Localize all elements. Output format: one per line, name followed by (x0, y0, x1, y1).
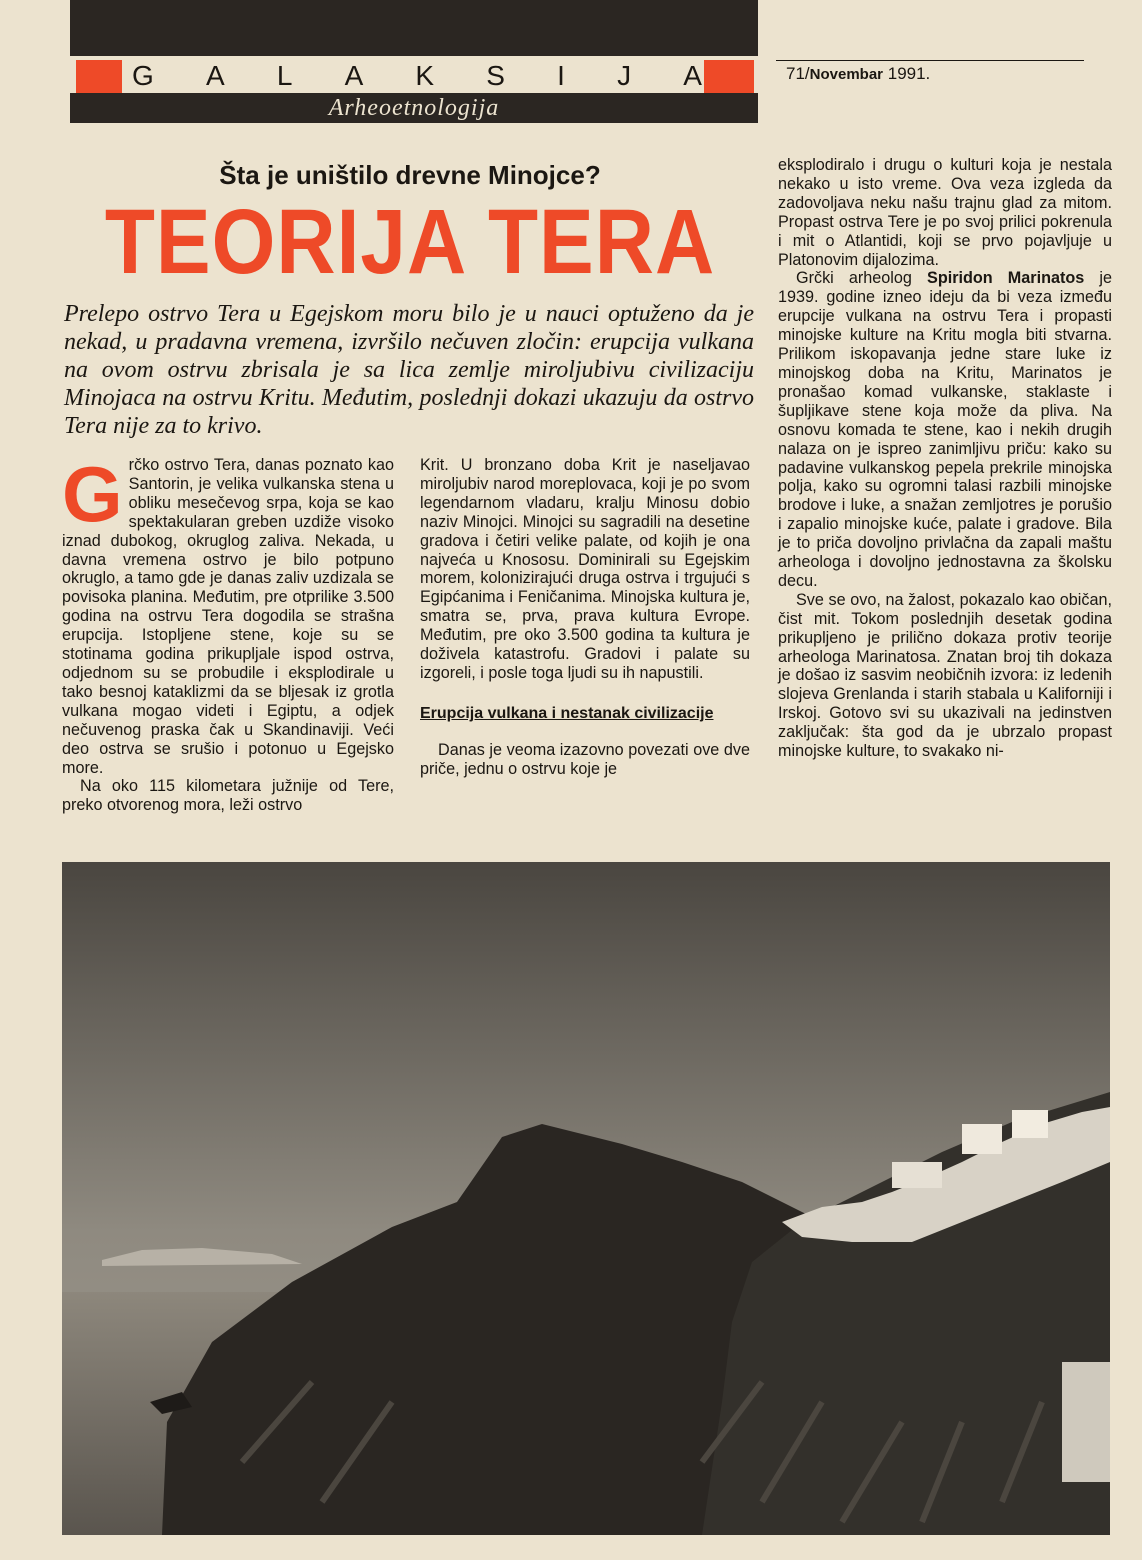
magazine-letter: G (132, 60, 154, 91)
paragraph: Na oko 115 kilometara južnije od Tere, preko otvorenog mora, leži ostrvo (62, 777, 394, 815)
drop-cap: G (62, 450, 123, 538)
paragraph-text: Grčki arheolog (796, 269, 928, 288)
article-headline: TEORIJA TERA (104, 191, 716, 294)
issue-info (786, 64, 930, 84)
column-3 (778, 156, 1112, 761)
photo-right-building (1062, 1362, 1110, 1482)
subheading: Erupcija vulkana i nestanak civilizacije (420, 704, 714, 722)
masthead-left-square (76, 60, 122, 94)
column-2 (420, 456, 750, 779)
paragraph: eksplodiralo i drugu o kulturi koja je nestala nekako u isto vreme. Ova veza izgleda da zadovoljava neku našu trajnu glad za mitom. Propast ostrva Tere je po svoj prilici pokrenula i mit o Atlantidi, koji se prvo pojavljuje u Platonovim dijalozima. (778, 156, 1112, 269)
article-lede: Prelepo ostrvo Tera u Egejskom moru bilo je u nauci optuženo da je nekad, u pradavna vremena, izvršilo nečuven zločin: erupcija vulkana na ovom ostrvu zbrisala je sa lica zemlje miroljubivu civilizaciju Minojaca na ostrvu Kritu. Međutim, poslednji dokazi ukazuju da ostrvo Tera nije za to krivo. (64, 301, 754, 439)
issue-year: 1991. (887, 64, 931, 83)
masthead-top-bar (70, 0, 758, 56)
magazine-letter: K (415, 60, 435, 91)
column-1 (62, 450, 394, 815)
photo-building (962, 1124, 1002, 1154)
magazine-letter: J (617, 60, 632, 91)
photo-building (892, 1162, 942, 1188)
santorini-photo (62, 862, 1110, 1535)
paragraph (62, 450, 394, 777)
magazine-letter: A (683, 60, 702, 91)
issue-rule (776, 60, 1084, 61)
photo-building (1012, 1110, 1048, 1138)
archaeologist-name: Spiridon Marinatos (927, 269, 1085, 288)
magazine-letter: A (205, 60, 225, 91)
magazine-letter: I (557, 60, 565, 91)
masthead-right-square (704, 60, 754, 94)
magazine-letter: L (276, 60, 293, 91)
paragraph (778, 269, 1112, 590)
paragraph-text: rčko ostrvo Tera, danas poznato kao Santorin, je velika vulkanska stena u obliku mesečevog srpa, koja se kao spektakularan greben uzdiže visoko iznad dubokog, okruglog zaliva. Nekada, u davna vremena ostrvo je bilo potpuno okruglo, a tamo gde je danas zaliv uzdizala se povisoka planina. Međutim, pre otprilike 3.500 godina na ostrvu Tera dogodila se strašna erupcija. Istopljene stene, koje su se stotinama godina prikupljale ispod ostrva, odjednom su se probudile i eksplodirale u tako besnoj kataklizmi da se bljesak iz grotla vulkana mogao videti i Egiptu, a odjek nečuvenog praska čak u Skandinaviji. Veći deo ostrva se srušio i potonuo u Egejsko more. (62, 456, 394, 777)
magazine-letter: S (486, 60, 505, 91)
magazine-name (132, 58, 702, 94)
paragraph: Krit. U bronzano doba Krit je naseljavao miroljubiv narod moreplovaca, koji je po svom legendarnom vladaru, kralju Minosu dobio naziv Minojci. Minojci su sagradili na desetine gradova i četiri velike palate, od kojih je ona najveća u Knososu. Dominirali su Egejskim morem, kolonizirajući druga ostrva i trgujući s Egipćanima i Feničanima. Minojska kultura je, smatra se, prva, prava kultura Evrope. Međutim, pre oko 3.500 godina ta kultura je doživela katastrofu. Gradovi i palate su izgoreli, i posle toga ljudi su ih napustili. (420, 456, 750, 682)
magazine-letter: A (344, 60, 364, 91)
section-title: Arheoetnologija (70, 93, 758, 123)
issue-month: Novembar (809, 66, 883, 83)
issue-number: 71/ (786, 64, 810, 83)
paragraph: Sve se ovo, na žalost, pokazalo kao običan, čist mit. Tokom poslednjih desetak godina prikupljeno je prilično dokaza protiv teorije arheologa Marinatosa. Znatan broj tih dokaza je došao iz sasvim neobičnih izvora: iz ledenih slojeva Grenlanda i starih stabala u Kaliforniji i Irskoj. Gotovo svi su ukazivali na jedinstven zaključak: šta god da je ubrzalo propast minojske kulture, to svakako ni- (778, 590, 1112, 761)
article-kicker: Šta je uništilo drevne Minojce? (219, 160, 601, 190)
paragraph-text: je 1939. godine izneo ideju da bi veza između erupcije vulkana na ostrvu Tera i propasti minojske kulture na Kritu mogla biti stvarna. Prilikom iskopavanja jedne stare luke iz minojskog doba na Kritu, Marinatos je pronašao komad vulkanske, staklaste i šupljikave stene koja može da pliva. Na osnovu komada te stene, kao i nekih drugih nalaza on je ispreo zanimljivu priču: kako su padavine vulkanskog pepela prekrile minojska polja, kako su ogromni talasi razbili minojske brodove i luke, a snažan zemljotres je porušio i zapalio minojske kuće, palate i gradove. Bila je to priča dovoljno privlačna da zapali maštu arheologa i dovoljno jednostavna za školsku decu. (778, 269, 1112, 590)
paragraph: Danas je veoma izazovno povezati ove dve priče, jednu o ostrvu koje je (420, 740, 750, 778)
